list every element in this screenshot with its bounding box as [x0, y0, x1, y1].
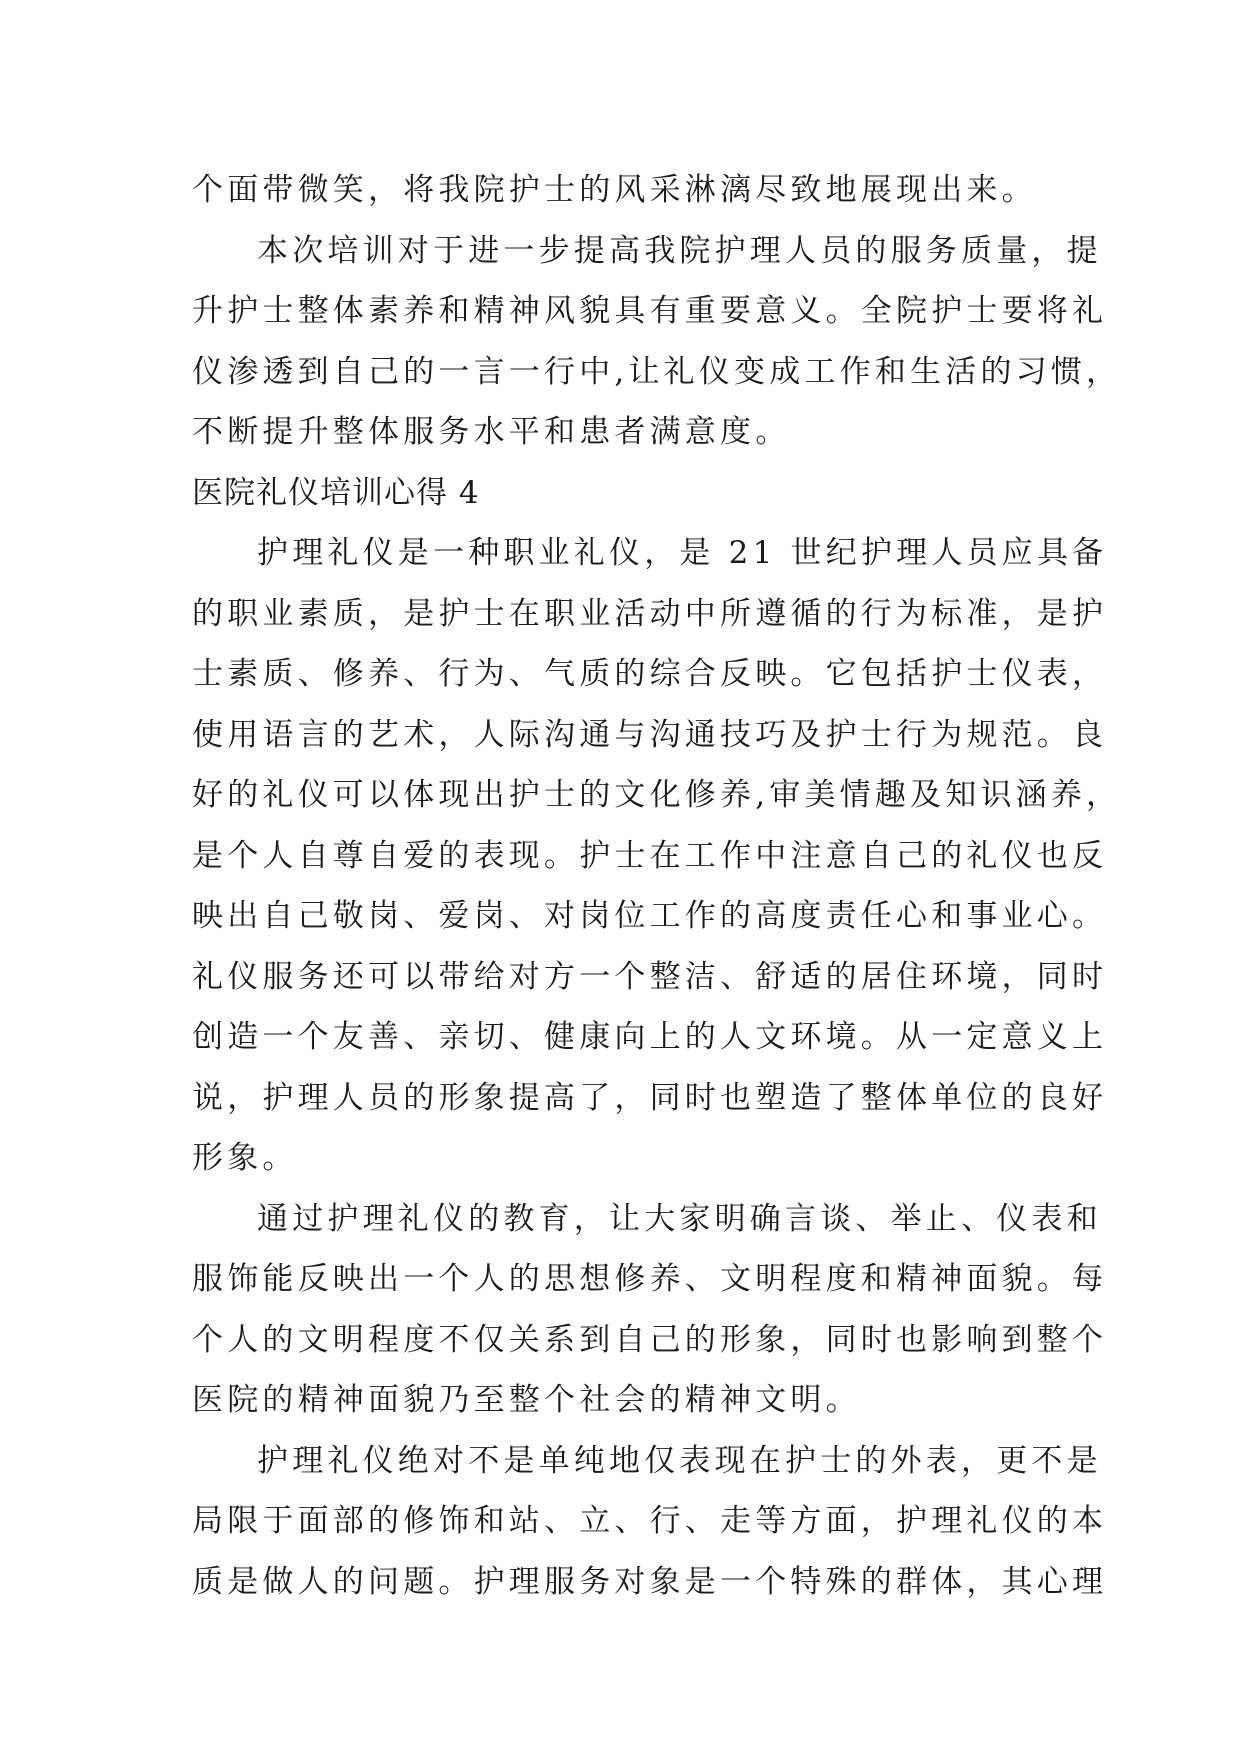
section-heading: 医院礼仪培训心得 4: [192, 474, 480, 511]
text-line: 士素质、修养、行为、气质的综合反映。它包括护士仪表，: [192, 656, 1108, 692]
text-line: 服饰能反映出一个人的思想修养、文明程度和精神面貌。每: [192, 1261, 1108, 1297]
text-line: 创造一个友善、亲切、健康向上的人文环境。从一定意义上: [192, 1019, 1108, 1055]
text-line: 仪渗透到自己的一言一行中,让礼仪变成工作和生活的习惯，: [192, 353, 1122, 390]
paragraph-start-line: 本次培训对于进一步提高我院护理人员的服务质量，提: [257, 232, 1102, 269]
text-line: 个面带微笑，将我院护士的风采淋漓尽致地展现出来。: [192, 172, 1037, 208]
text-line: 形象。: [192, 1140, 298, 1176]
text-line: 不断提升整体服务水平和患者满意度。: [192, 414, 791, 450]
text-line: 升护士整体素养和精神风貌具有重要意义。全院护士要将礼: [192, 293, 1108, 329]
text-line: 个人的文明程度不仅关系到自己的形象，同时也影响到整个: [192, 1321, 1108, 1358]
paragraph-start-line: 护理礼仪是一种职业礼仪，是 21 世纪护理人员应具备: [257, 535, 1108, 571]
text-line: 医院的精神面貌乃至整个社会的精神文明。: [192, 1382, 861, 1418]
paragraph-start-line: 护理礼仪绝对不是单纯地仅表现在护士的外表，更不是: [257, 1442, 1102, 1479]
text-line: 使用语言的艺术，人际沟通与沟通技巧及护士行为规范。良: [192, 716, 1108, 753]
text-line: 局限于面部的修饰和站、立、行、走等方面，护理礼仪的本: [192, 1503, 1108, 1539]
text-line: 质是做人的问题。护理服务对象是一个特殊的群体，其心理: [192, 1563, 1108, 1600]
document-body: [192, 160, 1122, 1612]
text-line: 的职业素质，是护士在职业活动中所遵循的行为标准，是护: [192, 595, 1108, 632]
text-line: 是个人自尊自爱的表现。护士在工作中注意自己的礼仪也反: [192, 837, 1108, 874]
text-line: 好的礼仪可以体现出护士的文化修养,审美情趣及知识涵养，: [192, 777, 1122, 813]
paragraph-start-line: 通过护理礼仪的教育，让大家明确言谈、举止、仪表和: [257, 1200, 1102, 1237]
text-line: 礼仪服务还可以带给对方一个整洁、舒适的居住环境，同时: [192, 958, 1108, 995]
text-line: 说，护理人员的形象提高了，同时也塑造了整体单位的良好: [192, 1079, 1108, 1116]
text-line: 映出自己敬岗、爱岗、对岗位工作的高度责任心和事业心。: [192, 898, 1108, 934]
